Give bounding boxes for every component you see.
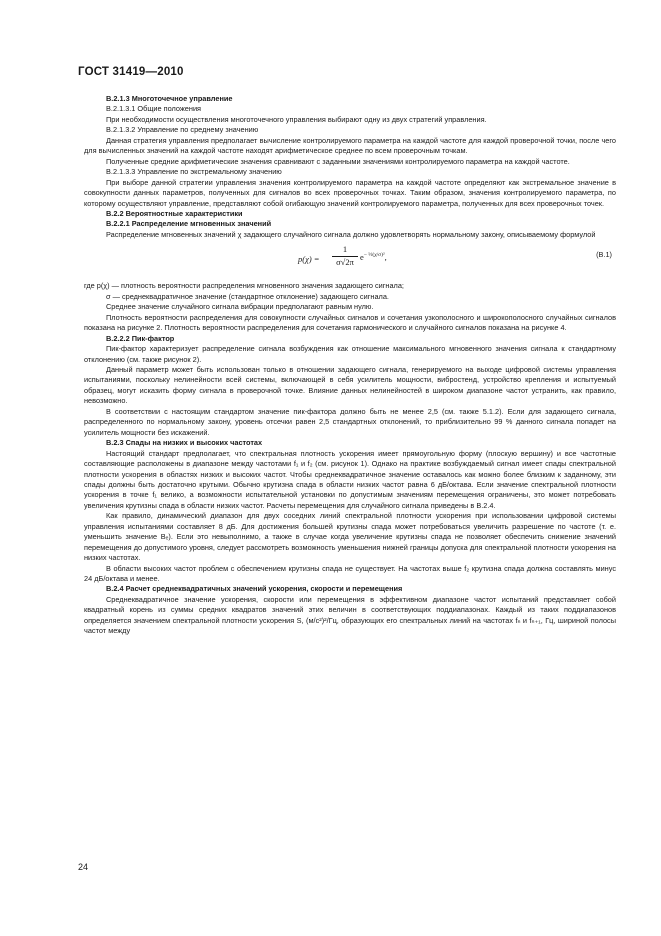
paragraph: Плотность вероятности распределения для совокупности случайных сигналов и сочетания узкополосного и широкополосного случайных сигналов показана на рисунке 2. Плотность вероятности распределения для сочетания гармонического и случайного сигналов показана на рисунке 4. (84, 312, 616, 333)
formula-number: (В.1) (596, 250, 612, 260)
formula-lhs: p(χ) = (298, 254, 320, 265)
formula-exp-base: e (360, 252, 364, 263)
formula-exponential (360, 250, 387, 262)
section-heading: В.2.2 Вероятностные характеристики (106, 208, 243, 218)
paragraph: Полученные средние арифметические значения сравнивают с заданными значениями контролируемого параметра на каждой частоте. (106, 156, 570, 166)
formula-b1 (84, 242, 616, 278)
paragraph: Распределение мгновенных значений χ задающего случайного сигнала должно удовлетворять нормальному закону, описываемому формулой (106, 229, 596, 239)
document-header: ГОСТ 31419—2010 (78, 66, 184, 78)
paragraph: Настоящий стандарт предполагает, что спектральная плотность ускорения имеет прямоугольную форму (плоскую вершину) и все частотные составляющие расположены в диапазоне между частотами f₁ и f₂ (см. рисунок 1). Однако на практике возбуждаемый сигнал имеет спады спектральной плотности ускорения в областях низких и высоких частот. Чтобы среднеквадратичное значение оставалось как можно более близким к заданному, эти спады должны быть достаточно крутыми. Обычно крутизна спада в области низких частот равна 6 дБ/октава. Если значение спектральной плотности ускорения в точке f₁ велико, а возможности испытательной установки по допустимым значениям перемещения ограничены, это может потребовать увеличения крутизны спада в области низких частот. Расчеты перемещения для случайного сигнала приведены в В.2.4. (84, 448, 616, 510)
paragraph: Данная стратегия управления предполагает вычисление контролируемого параметра на каждой частоте для каждой проверочной точки, после чего для вычисленных значений на каждой частоте находят арифметическое среднее по всем проверочным точкам. (84, 135, 616, 156)
paragraph: Пик-фактор характеризует распределение сигнала возбуждения как отношение максимального мгновенного значения сигнала к стандартному отклонению (см. также рисунок 2). (84, 344, 616, 364)
paragraph: В соответствии с настоящим стандартом значение пик-фактора должно быть не менее 2,5 (см. также 5.1.2). Если для задающего сигнала, распределенного по нормальному закону, уровень отсечки равен 2,5 стандартных отклонений, то приблизительно 99 % данного сигнала попадет на усилитель мощности без искажений. (84, 406, 616, 437)
formula-exp-power: − ½(χ/σ)² (363, 252, 385, 259)
formula-denominator: σ√2π (336, 256, 354, 267)
subsection-heading: В.2.1.3.2 Управление по среднему значению (106, 125, 259, 135)
paragraph: При необходимости осуществления многоточечного управления выбирают одну из двух стратегий управления. (106, 114, 487, 124)
document-body (84, 94, 616, 637)
paragraph: σ — среднеквадратичное значение (стандартное отклонение) задающего сигнала. (106, 291, 389, 301)
formula-numerator: 1 (332, 244, 358, 256)
paragraph: В области высоких частот проблем с обеспечением крутизны спада не существует. На частотах выше f₂ крутизна спада должна составлять минус 24 дБ/октава и менее. (84, 563, 616, 584)
subsection-heading: В.2.1.3.3 Управление по экстремальному значению (106, 167, 282, 177)
paragraph: Данный параметр может быть использован только в отношении задающего сигнала, генерируемого на выходе цифровой системы управления испытаниями, поскольку нелинейности всей системы, включающей в себя усилитель мощности, вибростенд, устройство крепления и испытуемый образец, могут исказить форму сигнала в проверочной точке. Влияние данных нелинейностей в широком диапазоне частот устранить, как правило, невозможно. (84, 364, 616, 406)
text-block-1 (84, 94, 616, 240)
paragraph: При выборе данной стратегии управления значения контролируемого параметра на каждой частоте определяют как экстремальное значение в совокупности данных параметров, полученных для сигналов во всех проверочных точках. Таким образом, значения контролируемого параметра, по которому осуществляют управление, представляют собой огибающую значений контролируемого параметра, полученных для всех проверочных точек. (84, 177, 616, 208)
formula-fraction (332, 244, 358, 267)
section-heading: В.2.2.1 Распределение мгновенных значений (106, 219, 272, 229)
section-heading: В.2.3 Спады на низких и высоких частотах (106, 438, 263, 448)
formula-trail: , (384, 252, 387, 263)
paragraph: Среднеквадратичное значение ускорения, скорости или перемещения в эффективном диапазоне частот испытаний представляет собой квадратный корень из суммы средних квадратов значений этих величин в соответствующих поддиапазонах. Каждый из таких поддиапазонов определяется значением спектральной плотности ускорения S, (м/с²)²/Гц, образующих его спектральных линий на частотах fₙ и fₙ₊₁, Гц, шириной полосы частот между (84, 594, 616, 636)
section-heading: В.2.2.2 Пик-фактор (106, 333, 175, 343)
paragraph: где p(χ) — плотность вероятности распределения мгновенного значения задающего сигнала; (84, 281, 404, 291)
section-heading: В.2.1.3 Многоточечное управление (106, 94, 233, 103)
text-block-2 (84, 281, 616, 636)
subsection-heading: В.2.1.3.1 Общие положения (106, 104, 202, 114)
section-heading: В.2.4 Расчет среднеквадратичных значений ускорения, скорости и перемещения (106, 584, 403, 594)
paragraph: Среднее значение случайного сигнала вибрации предполагают равным нулю. (106, 302, 374, 312)
page-number: 24 (78, 862, 89, 872)
paragraph: Как правило, динамический диапазон для двух соседних линий спектральной плотности ускорения при использовании цифровой системы управления испытаниями составляет 8 дБ. Для достижения большей крутизны спада может потребоваться увеличить разрешение по частоте (т. е. уменьшить значение Bₑ). Если это невыполнимо, а также в случае когда увеличение крутизны спада не позволяет обеспечить снижение значений перемещения до допустимого уровня, следует рассмотреть возможность уменьшения нижней границы допуска для спектральной плотности ускорения на низких частотах. (84, 511, 616, 563)
